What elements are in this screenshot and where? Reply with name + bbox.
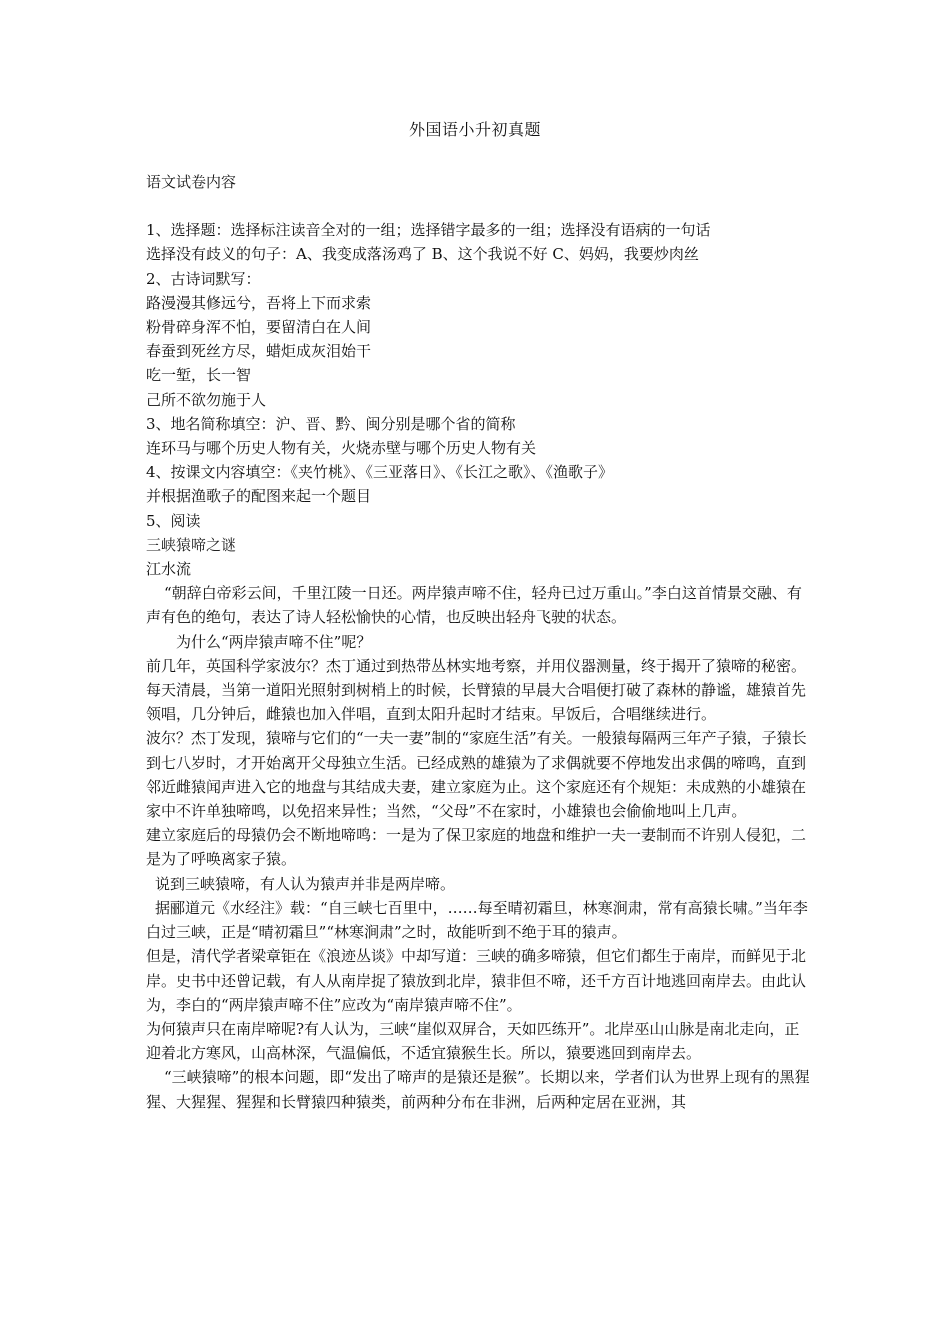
question-line: 连环马与哪个历史人物有关，火烧赤壁与哪个历史人物有关 (146, 439, 537, 458)
document-title: 外国语小升初真题 (408, 120, 541, 139)
spacer (146, 194, 810, 218)
article-paragraph: 前几年，英国科学家波尔？杰丁通过到热带丛林实地考察，并用仪器测量，终于揭开了猿啼的秘密。 (146, 656, 807, 675)
article-paragraph: 但是，清代学者梁章钜在《浪迹丛谈》中却写道：三峡的确多啼猿，但它们都生于南岸，而鲜见于北岸。史书中还曾记载，有人从南岸捉了猿放到北岸，猿非但不啼，还千方百计地逃回南岸去。由此认为，李白的“两岸猿声啼不住”应改为“南岸猿声啼不住”。 (146, 947, 807, 1014)
question-line: 选择没有歧义的句子：A、我变成落汤鸡了 B、这个我说不好 C、妈妈，我要炒肉丝 (146, 245, 699, 264)
article-author: 江水流 (146, 560, 192, 579)
question-line: 并根据渔歌子的配图来起一个题目 (146, 487, 372, 506)
question-line: 1、选择题：选择标注读音全对的一组；选择错字最多的一组；选择没有语病的一句话 (146, 221, 711, 240)
article-paragraph: 波尔？杰丁发现，猿啼与它们的“一夫一妻”制的“家庭生活”有关。一般猿每隔两三年产子猿，子猿长到七八岁时，才开始离开父母独立生活。已经成熟的雄猿为了求偶就要不停地发出求偶的啼鸣，直到邻近雌猿闻声进入它的地盘与其结成夫妻，建立家庭为止。这个家庭还有个规矩：未成熟的小雄猿在家中不许单独啼鸣，以免招来异性；当然，“父母”不在家时，小雄猿也会偷偷地叫上几声。 (146, 729, 807, 821)
article-paragraph: “朝辞白帝彩云间，千里江陵一日还。两岸猿声啼不住，轻舟已过万重山。”李白这首情景交融、有声有色的绝句，表达了诗人轻松愉快的心情，也反映出轻舟飞驶的状态。 (146, 584, 802, 627)
question-line: 5、阅读 (146, 511, 201, 530)
article-paragraph: 每天清晨，当第一道阳光照射到树梢上的时候，长臂猿的早晨大合唱便打破了森林的静谧，雄猿首先领唱，几分钟后，雌猿也加入伴唱，直到太阳升起时才结束。早饭后，合唱继续进行。 (146, 681, 807, 724)
question-line: 吃一堑，长一智 (146, 366, 252, 385)
article-paragraph: 为什么“两岸猿声啼不住”呢？ (176, 632, 372, 651)
question-line: 己所不欲勿施于人 (146, 390, 267, 409)
article-paragraph: 据郦道元《水经注》载：“自三峡七百里中，……每至晴初霜旦，林寒涧肃，常有高猿长啸。”当年李白过三峡，正是“晴初霜旦”“林寒涧肃”之时，故能听到不绝于耳的猿声。 (146, 898, 808, 942)
section-heading: 语文试卷内容 (146, 173, 237, 191)
document-body (146, 170, 810, 1114)
question-line: 3、地名简称填空：沪、晋、黔、闽分别是哪个省的简称 (146, 414, 516, 433)
question-line: 粉骨碎身浑不怕，要留清白在人间 (146, 318, 372, 337)
question-line: 春蚕到死丝方尽，蜡炬成灰泪始干 (146, 342, 372, 361)
question-line: 4、按课文内容填空：《夹竹桃》、《三亚落日》、《长江之歌》、《渔歌子》 (146, 463, 614, 482)
article-title: 三峡猿啼之谜 (146, 535, 237, 554)
question-line: 2、古诗词默写： (146, 269, 261, 288)
article-paragraph: 为何猿声只在南岸啼呢?有人认为，三峡“崖似双屏合，天如匹练开”。北岸巫山山脉是南北走向，正迎着北方寒风，山高林深，气温偏低，不适宜猿猴生长。所以，猿要逃回到南岸去。 (146, 1019, 800, 1063)
article-paragraph: “三峡猿啼”的根本问题，即“发出了啼声的是猿还是猴”。长期以来，学者们认为世界上现有的黑猩猩、大猩猩、猩猩和长臂猿四种猿类，前两种分布在非洲，后两种定居在亚洲，其 (146, 1068, 810, 1111)
article-paragraph: 说到三峡猿啼，有人认为猿声并非是两岸啼。 (155, 874, 456, 893)
question-line: 路漫漫其修远兮，吾将上下而求索 (146, 293, 372, 312)
article-paragraph: 建立家庭后的母猿仍会不断地啼鸣：一是为了保卫家庭的地盘和维护一夫一妻制而不许别人侵犯，二是为了呼唤离家子猿。 (146, 826, 807, 869)
